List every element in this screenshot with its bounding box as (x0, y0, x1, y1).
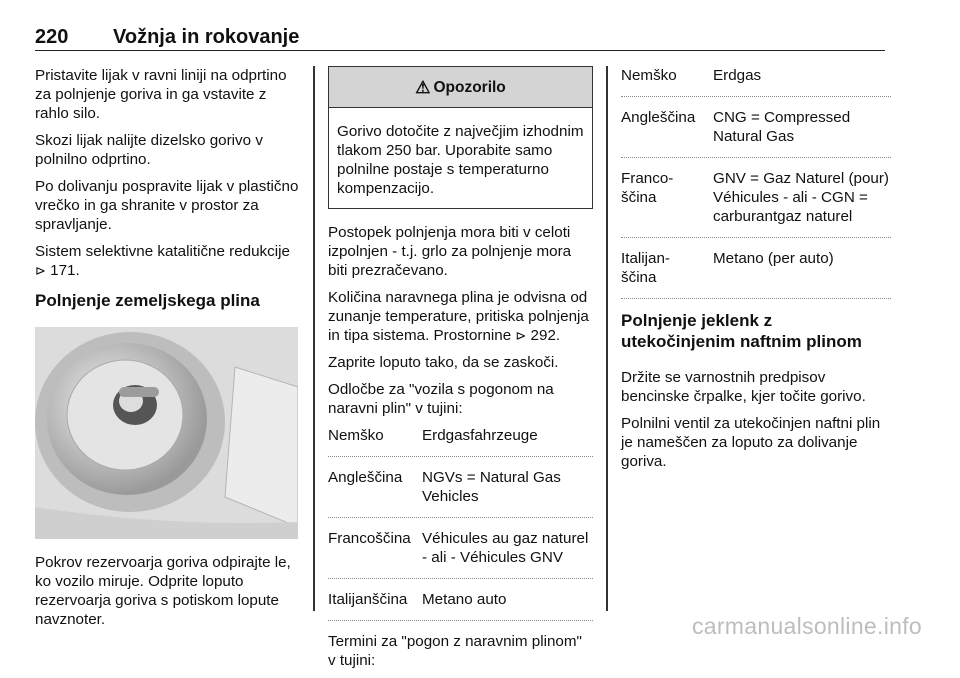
language-cell: Nemško (621, 67, 677, 84)
language-cell: Italijanščina (328, 591, 408, 608)
column-divider (313, 66, 315, 611)
column-right (621, 66, 891, 479)
warning-header (329, 67, 592, 108)
table-row (328, 468, 593, 518)
warning-triangle-icon: ⚠ (415, 77, 431, 97)
paragraph: Po dolivanju pospravite lijak v plastično vrečko in ga shranite v prostor za spravljanje. (35, 178, 299, 233)
column-divider (606, 66, 608, 611)
page-title: Vožnja in rokovanje (113, 26, 300, 48)
language-cell: Nemško (328, 427, 384, 444)
fuel-filler-photo (35, 327, 298, 539)
term-cell: GNV = Gaz Naturel (pour) Véhicules - ali - CGN = carburantgaz naturel (713, 170, 889, 225)
page-header (35, 22, 885, 51)
language-cell: Angleščina (328, 469, 403, 486)
paragraph: Zaprite loputo tako, da se zaskoči. (328, 354, 559, 371)
page-reference-link[interactable]: 292. (530, 327, 561, 344)
language-cell: Francoščina (328, 530, 411, 547)
paragraph: Postopek polnjenja mora biti v celoti izpolnjen - t.j. grlo za polnjenje mora biti prezračevano. (328, 224, 572, 279)
paragraph: Polnilni ventil za utekočinjen naftni plin je nameščen za loputo za dolivanje goriva. (621, 415, 881, 470)
reference-arrow-icon: ⊳ (35, 263, 46, 278)
term-cell: Erdgasfahrzeuge (422, 427, 538, 444)
language-cell: Franco-ščina (621, 170, 674, 206)
warning-title: Opozorilo (433, 78, 506, 96)
reference-arrow-icon: ⊳ (515, 328, 527, 343)
page-number: 220 (35, 26, 69, 48)
paragraph-text: Sistem selektivne katalitične redukcije (35, 243, 290, 260)
paragraph (35, 242, 303, 280)
term-cell: NGVs = Natural Gas Vehicles (422, 469, 561, 505)
column-left (35, 66, 303, 637)
table-row (621, 108, 891, 158)
term-cell: Erdgas (713, 67, 762, 84)
table-row (621, 66, 891, 97)
table-row (621, 169, 891, 238)
figure-caption: Pokrov rezervoarja goriva odpirajte le, ko vozilo miruje. Odprite loputo rezervoarja goriva s potiskom lopute navznoter. (35, 554, 291, 628)
terms-table (621, 66, 891, 299)
term-cell: Véhicules au gaz naturel - ali - Véhicules GNV (422, 530, 589, 566)
language-cell: Angleščina (621, 109, 696, 126)
paragraph: Držite se varnostnih predpisov bencinske črpalke, kjer točite gorivo. (621, 369, 866, 405)
table-row (328, 590, 593, 621)
paragraph-text: Količina naravnega plina je odvisna od zunanje temperature, pritiska polnjenja in tipa sistema. Prostornine (328, 289, 589, 344)
term-cell: Metano auto (422, 591, 507, 608)
paragraph: Termini za "pogon z naravnim plinom" v tujini: (328, 633, 582, 669)
term-cell: CNG = Compressed Natural Gas (713, 109, 851, 145)
paragraph: Pristavite lijak v ravni liniji na odprtino za polnjenje goriva in ga vstavite z rahlo silo. (35, 67, 287, 122)
warning-box (328, 66, 593, 209)
table-row (621, 249, 891, 299)
fuel-filler-illustration (35, 327, 298, 539)
paragraph: Odločbe za "vozila s pogonom na naravni plin" v tujini: (328, 381, 554, 417)
column-middle (328, 66, 593, 678)
warning-body: Gorivo dotočite z največjim izhodnim tlakom 250 bar. Uporabite samo polnilne postaje s temperaturno kompenzacijo. (337, 123, 584, 197)
paragraph: Skozi lijak nalijte dizelsko gorivo v polnilno odprtino. (35, 132, 263, 168)
page-reference-link[interactable]: 171. (50, 262, 80, 279)
table-row (328, 426, 593, 457)
paragraph (328, 288, 593, 345)
section-heading: Polnjenje zemeljskega plina (35, 291, 260, 310)
terms-table (328, 426, 593, 621)
table-row (328, 529, 593, 579)
language-cell: Italijan-ščina (621, 250, 670, 286)
watermark: carmanualsonline.info (691, 613, 922, 639)
section-heading: Polnjenje jeklenk z utekočinjenim naftnim plinom (621, 311, 862, 351)
term-cell: Metano (per auto) (713, 250, 834, 267)
